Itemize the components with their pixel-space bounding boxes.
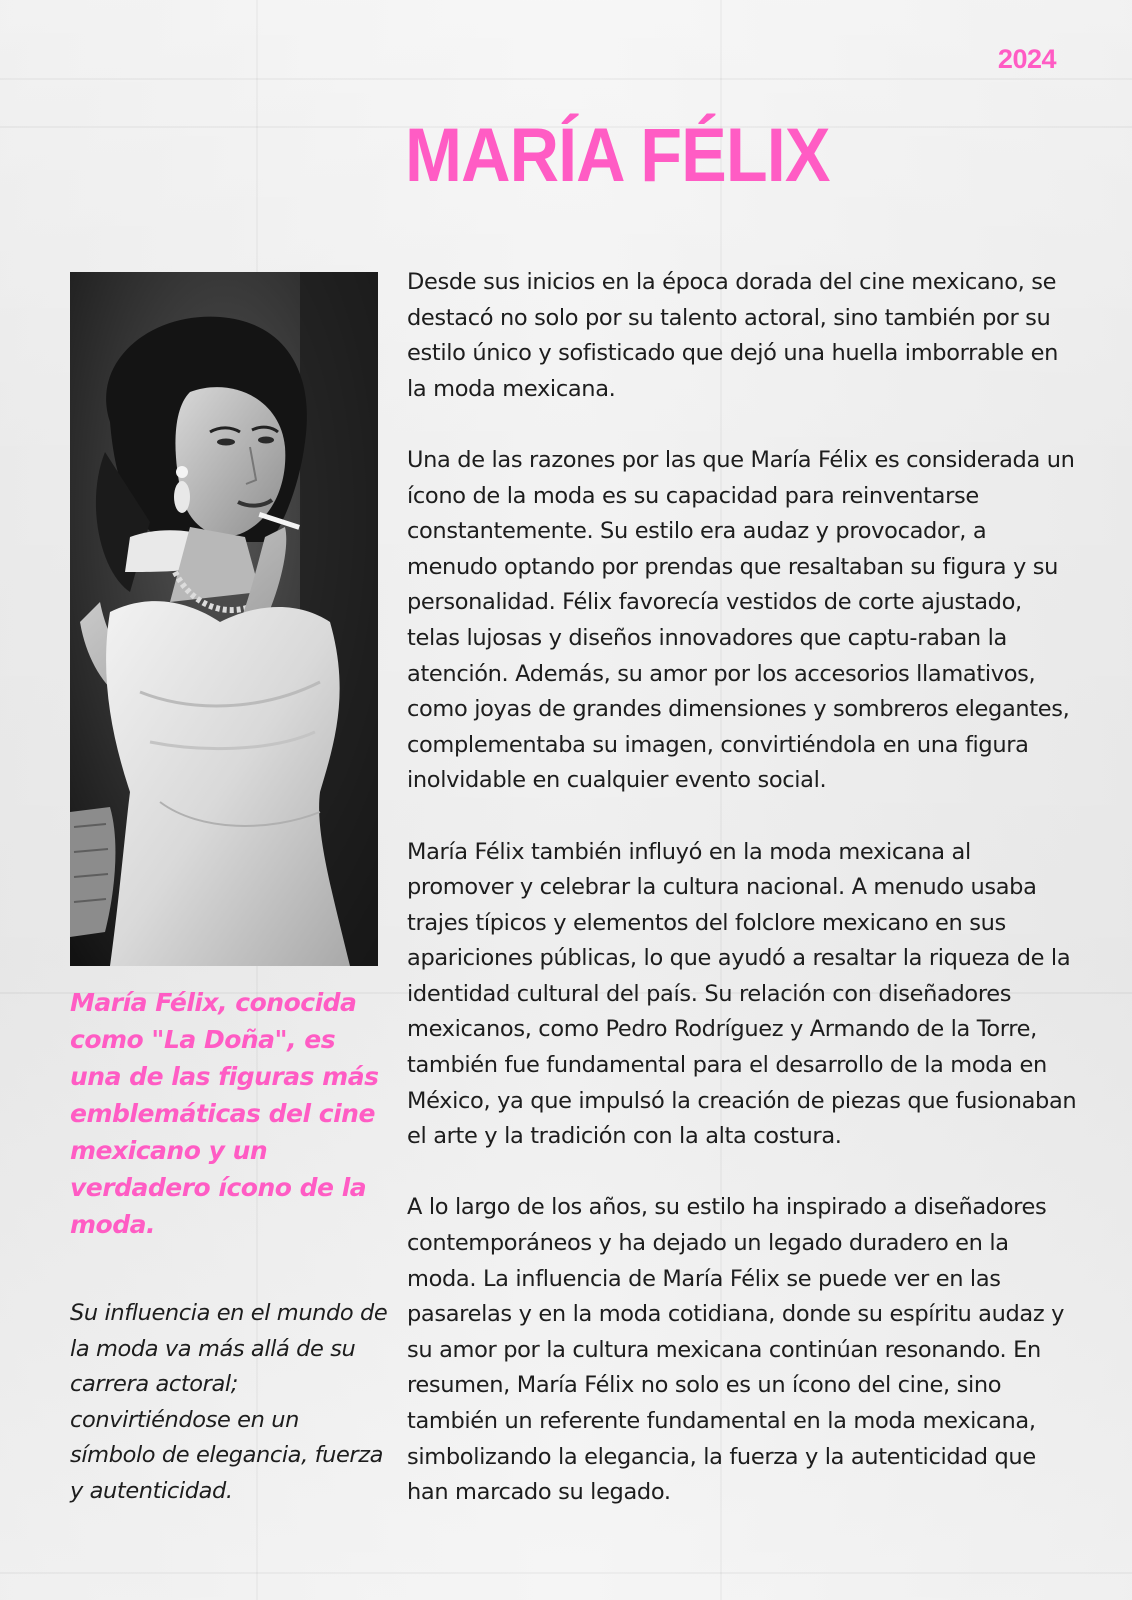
sidebar-note: Su influencia en el mundo de la moda va más allá de su carrera actoral; convirtiéndose en un símbolo de elegancia, fuerza y autenticidad. xyxy=(70,1300,388,1504)
article-body xyxy=(407,265,1077,1546)
paper-fold-line xyxy=(0,78,1132,80)
year-label: 2024 xyxy=(997,44,1056,74)
article-paragraph: Una de las razones por las que María Félix es considerada un ícono de la moda es su capacidad para reinventarse constantemente. Su estilo era audaz y provocador, a menudo optando por prendas que resaltaban su figura y su personalidad. Félix favorecía vestidos de corte ajustado, telas lujosas y diseños innovadores que captu-raban la atención. Además, su amor por los accesorios llamativos, como joyas de grandes dimensiones y sombreros elegantes, complementaba su imagen, convirtiéndola en una figura inolvidable en cualquier evento social. xyxy=(407,446,1075,794)
photo-caption: María Félix, conocida como "La Doña", es una de las figuras más emblemáticas del cine mexicano y un verdadero ícono de la moda. xyxy=(70,988,379,1239)
page-title: MARÍA FÉLIX xyxy=(405,113,830,198)
portrait-photo xyxy=(70,272,378,966)
paper-fold-line xyxy=(0,1572,1132,1574)
article-paragraph: A lo largo de los años, su estilo ha inspirado a diseñadores contemporáneos y ha dejado un legado duradero en la moda. La influencia de María Félix se puede ver en las pasarelas y en la moda cotidiana, donde su espíritu audaz y su amor por la cultura mexicana continúan resonando. En resumen, María Félix no solo es un ícono del cine, sino también un referente fundamental en la moda mexicana, simbolizando la elegancia, la fuerza y la autenticidad que han marcado su legado. xyxy=(407,1194,1065,1506)
article-paragraph: María Félix también influyó en la moda mexicana al promover y celebrar la cultura nacional. A menudo usaba trajes típicos y elementos del folclore mexicano en sus apariciones públicas, lo que ayudó a resaltar la riqueza de la identidad cultural del país. Su relación con diseñadores mexicanos, como Pedro Rodríguez y Armando de la Torre, también fue fundamental para el desarrollo de la moda en México, ya que impulsó la creación de piezas que fusionaban el arte y la tradición con la alta costura. xyxy=(407,838,1077,1150)
portrait-illustration xyxy=(70,272,378,966)
article-paragraph: Desde sus inicios en la época dorada del cine mexicano, se destacó no solo por su talento actoral, sino también por su estilo único y sofisticado que dejó una huella imborrable en la moda mexicana. xyxy=(407,269,1058,402)
